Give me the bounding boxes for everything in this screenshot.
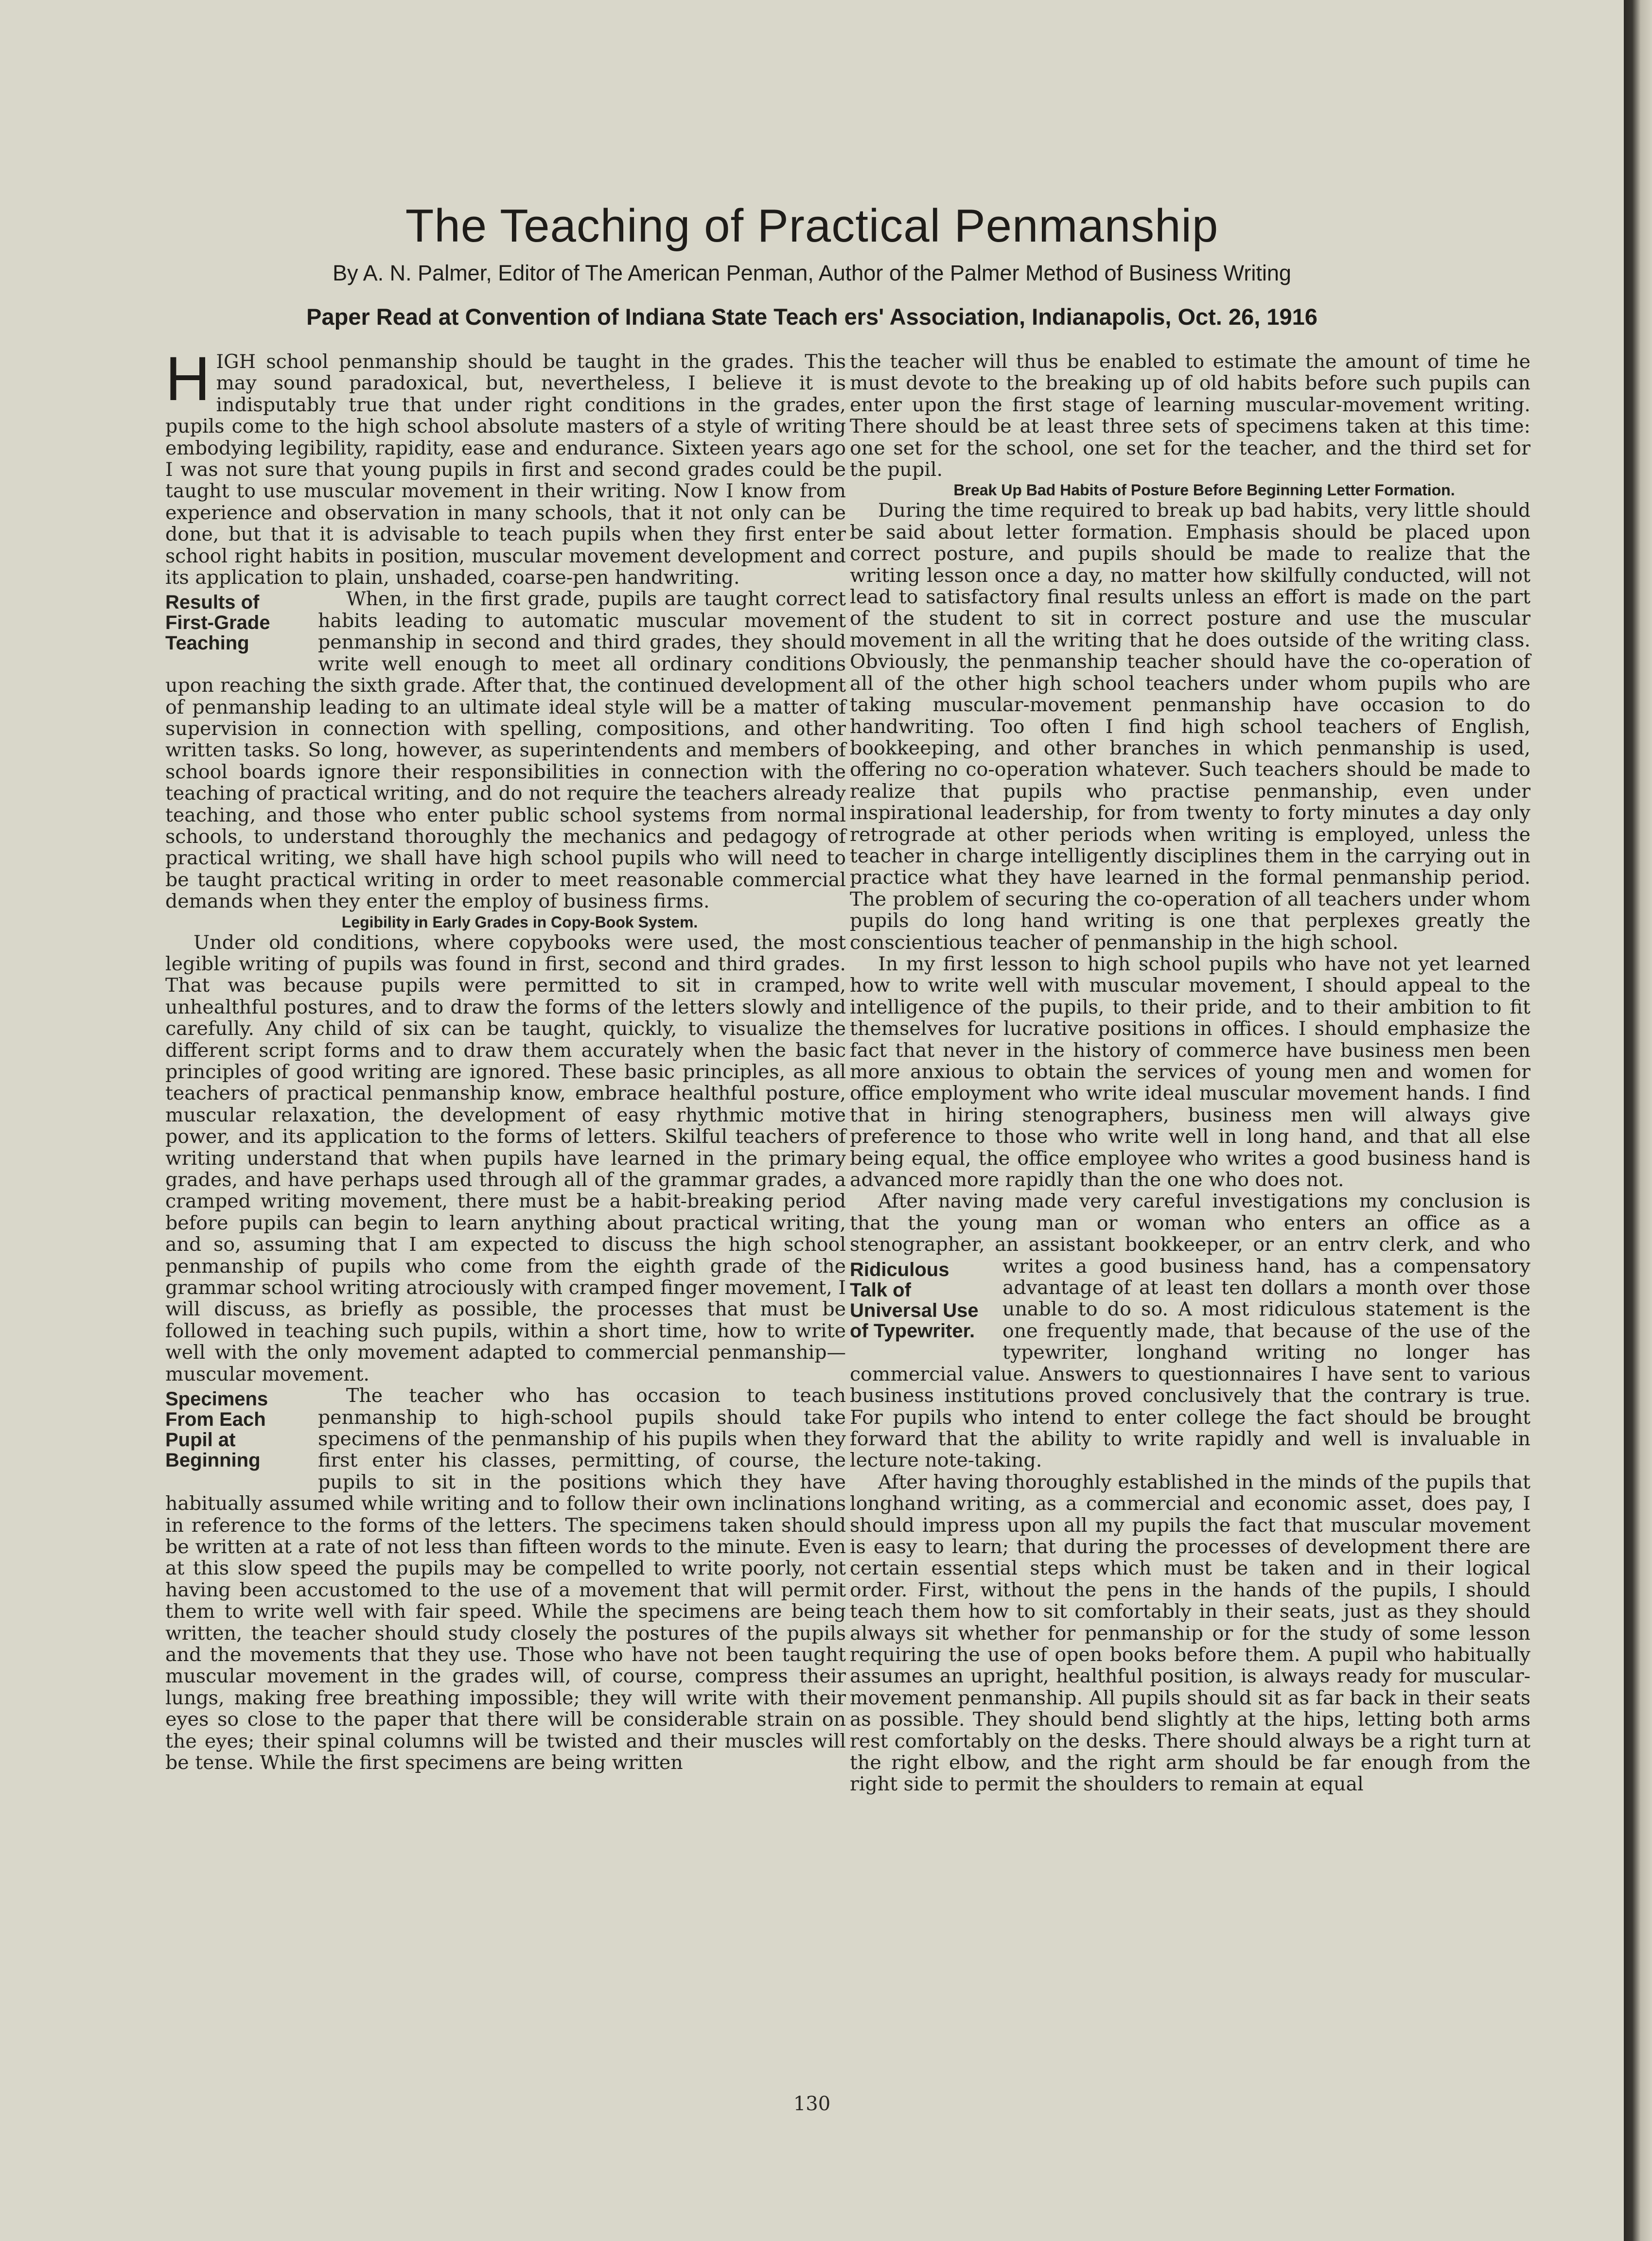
subheading-legibility: Legibility in Early Grades in Copy-Book System. (341, 913, 698, 931)
results-paragraph (165, 588, 846, 912)
side-heading-specimens: Specimens From Each Pupil at Beginning (165, 1388, 268, 1471)
right-column (850, 351, 1530, 1795)
drop-cap: H (165, 344, 211, 414)
opening-paragraph-text: IGH school penmanship should be taught in the grades. This may sound paradoxical, but, nevertheless, I believe it is indisputably true that under right conditions in the grades, pupils come to the high school absolute masters of a style of writing embodying legibility, rapidity, ease and endurance. Sixteen years ago I was not sure that young pupils in first and second grades could be taught to use muscular movement in their writing. Now I know from experience and observation in many schools, that it not only can be done, but that it is advisable to teach pupils when they first enter school right habits in position, muscular movement development and its application to plain, unshaded, coarse-pen handwriting. (165, 350, 846, 589)
article-occasion: Paper Read at Convention of Indiana State Teach ers' Association, Indianapolis, Oct. 26, 1916 (306, 304, 1318, 330)
investigation-paragraph-lead: After naving made very careful investigations my conclusion is that the young man or woman who enters an office as a stenographer, an assistant bookkeeper, or an entrv clerk, and who writes a good business hand, has a compensatory (850, 1190, 1530, 1278)
article-title: The Teaching of Practical Penmanship (405, 200, 1219, 252)
muscular-movement-paragraph: After having thoroughly established in the minds of the pupils that longhand writing, as a commercial and economic asset, does pay, I should impress upon all my pupils the fact that muscular movement is easy to learn; that during the processes of development there are certain essential steps which must be taken and in their logical order. First, without the pens in the hands of the pupils, I should teach them how to sit comfortably in their seats, just as they should always sit whether for penmanship or for the study of some lesson requiring the use of open books before them. A pupil who habitually assumes an upright, healthful position, is always ready for muscular-movement penmanship. All pupils should sit as far back in their seats as possible. They should bend slightly at the hips, letting both arms rest comfortably on the desks. There should always be a right turn at the right elbow, and the right arm should be far enough from the right side to permit the shoulders to remain at equal (850, 1471, 1530, 1796)
page-number: 130 (793, 2093, 831, 2115)
left-column (165, 344, 846, 1774)
subheading-posture: Break Up Bad Habits of Posture Before Beginning Letter Formation. (953, 481, 1455, 499)
investigation-paragraph (850, 1191, 1530, 1471)
opening-paragraph (165, 344, 846, 589)
investigation-paragraph-text: advantage of at least ten dollars a month over those unable to do so. A most ridiculous statement is the one frequently made, that because of the use of the typewriter, longhand writing no longer has commercial value. Answers to questionnaires I have sent to various business institutions proved conclusively that the contrary is true. For pupils who intend to enter college the fact should be brought forward that the ability to write rapidly and well is invaluable in lecture note-taking. (850, 1277, 1530, 1472)
article-byline: By A. N. Palmer, Editor of The American Penman, Author of the Palmer Method of Business Writing (333, 261, 1291, 285)
book-binding-edge (1624, 0, 1652, 2241)
first-lesson-paragraph: In my first lesson to high school pupils who have not yet learned how to write well with muscular movement, I should appeal to the intelligence of the pupils, to their pride, and to their ambition to fit themselves for lucrative positions in offices. I should emphasize the fact that never in the history of commerce have business men been more anxious to obtain the services of young men and women for office employment who write ideal muscular movement hands. I find that in hiring stenographers, business men will always give preference to those who write well in long hand, and that all else being equal, the office employee who writes a good business hand is advanced more rapidly than the one who does not. (850, 952, 1530, 1191)
copybook-paragraph: Under old conditions, where copybooks were used, the most legible writing of pupils was found in first, second and third grades. That was because pupils were permitted to sit in cramped, unhealthful postures, and to draw the forms of the letters slowly and carefully. Any child of six can be taught, quickly, to visualize the different script forms and to draw them accurately when the basic principles of good writing are ignored. These basic principles, as all teachers of practical penmanship know, embrace healthful posture, muscular relaxation, the development of easy rhythmic motive power, and its application to the forms of letters. Skilful teachers of writing understand that when pupils have learned in the primary grades, and have perhaps used through all of the grammar grades, a cramped writing movement, there must be a habit-breaking period before pupils can begin to learn anything about practical writing, and so, assuming that I am expected to discuss the high school penmanship of pupils who come from the eighth grade of the grammar school writing atrociously with cramped finger movement, I will discuss, as briefly as possible, the processes that must be followed in teaching such pupils, within a short time, how to write well with the only movement adapted to commercial penmanship—muscular movement. (165, 931, 846, 1385)
specimens-paragraph (165, 1385, 846, 1773)
results-paragraph-text: When, in the first grade, pupils are taught correct habits leading to automatic muscular movement penmanship in second and third grades, they should write well enough to meet all ordinary conditions upon reaching the sixth grade. After that, the continued development of penmanship leading to an ultimate ideal style will be a matter of supervision in connection with spelling, compositions, and other written tasks. So long, however, as superintendents and members of school boards ignore their responsibilities in connection with the teaching of practical writing, and do not require the teachers already teaching, and those who enter public school systems from normal schools, to understand thoroughly the mechanics and pedagogy of practical writing, we shall have high school pupils who will need to be taught practical writing in order to meet reasonable commercial demands when they enter the employ of business firms. (165, 588, 846, 913)
specimens-paragraph-text: The teacher who has occasion to teach penmanship to high-school pupils should take specimens of the penmanship of his pupils when they first enter his classes, permitting, of course, the pupils to sit in the positions which they have habitually assumed while writing and to follow their own inclinations in reference to the forms of the letters. The specimens taken should be written at a rate of not less than fifteen words to the minute. Even at this slow speed the pupils may be compelled to write poorly, not having been accustomed to the use of a movement that will permit them to write well with fair speed. While the specimens are being written, the teacher should study closely the postures of the pupils and the movements that they use. Those who have not been taught muscular movement in the grades will, of course, compress their lungs, making free breathing impossible; they will write with their eyes so close to the paper that there will be considerable strain on the eyes; their spinal columns will be twisted and their muscles will be tense. While the first specimens are being written (165, 1384, 846, 1774)
side-heading-results: Results of First-Grade Teaching (165, 592, 270, 654)
side-heading-typewriter: Ridiculous Talk of Universal Use of Typewriter. (850, 1259, 979, 1342)
continued-paragraph: the teacher will thus be enabled to estimate the amount of time he must devote to the breaking up of old habits before such pupils can enter upon the first stage of learning muscular-movement writing. There should be at least three sets of specimens taken at this time: one set for the school, one set for the teacher, and the third set for the pupil. (850, 350, 1530, 481)
posture-paragraph: During the time required to break up bad habits, very little should be said about letter formation. Emphasis should be placed upon correct posture, and pupils should be made to realize that the writing lesson once a day, no matter how skilfully conducted, will not lead to satisfactory final results unless an effort is made on the part of the student to sit in correct posture and use the muscular movement in all the writing that he does outside of the writing class. Obviously, the penmanship teacher should have the co-operation of all of the other high school teachers under whom pupils who are taking muscular-movement penmanship have occasion to do handwriting. Too often I find high school teachers of English, bookkeeping, and other branches in which penmanship is used, offering no co-operation whatever. Such teachers should be made to realize that pupils who practise penmanship, even under inspirational leadership, for from twenty to forty minutes a day only retrograde at other periods when writing is employed, unless the teacher in charge intelligently disciplines them in the carrying out in practice what they have learned in the formal penmanship period. The problem of securing the co-operation of all teachers under whom pupils do long hand writing is one that perplexes greatly the conscientious teacher of penmanship in the high school. (850, 499, 1530, 954)
